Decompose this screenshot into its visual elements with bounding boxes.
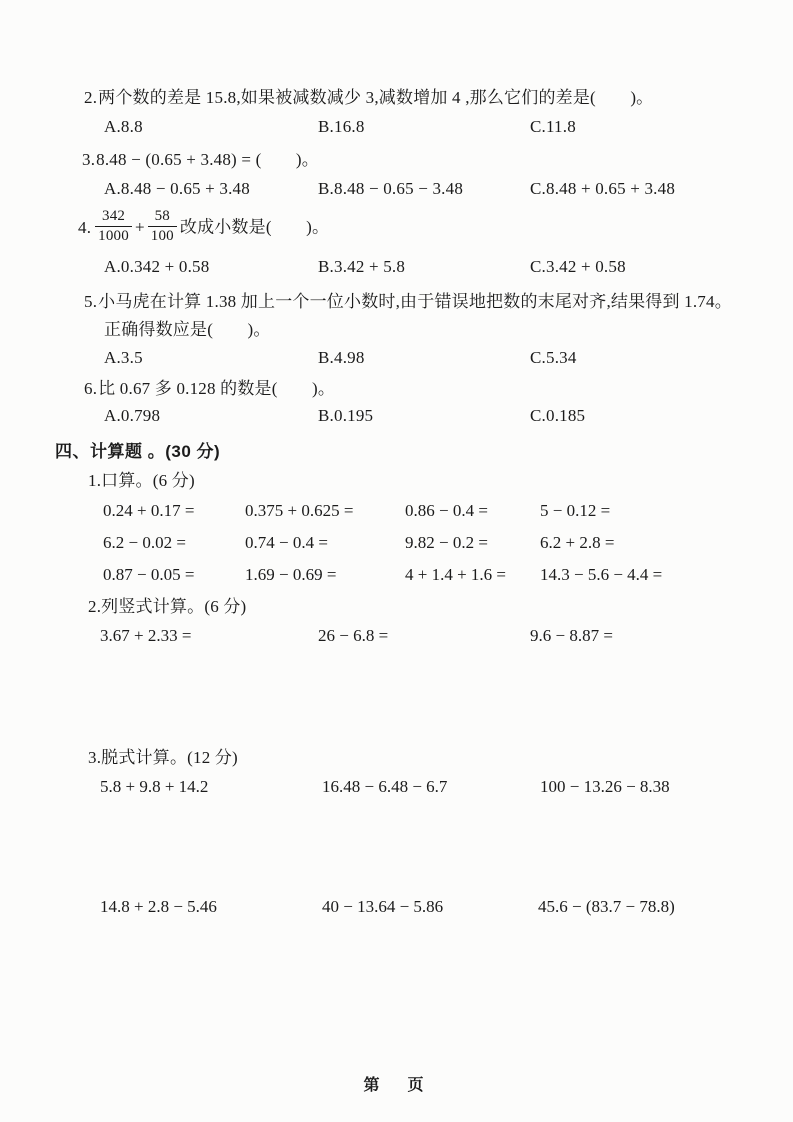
fraction-58-100 [148,208,177,246]
stepwise-calc-item: 45.6 − (83.7 − 78.8) [538,897,675,916]
oral-calc-item: 4 + 1.4 + 1.6 = [405,565,507,584]
vertical-calc-row [0,626,793,648]
oral-calc-item: 6.2 − 0.02 = [103,533,186,552]
stepwise-calc-row [0,777,793,799]
vertical-calc-item: 3.67 + 2.33 = [100,626,192,645]
question-number: 3. [82,150,96,169]
option-c: C.0.185 [530,406,586,425]
fraction-numerator: 58 [148,208,177,227]
question-body: 小马虎在计算 1.38 加上一个一位小数时,由于错误地把数的末尾对齐,结果得到 1.74。 [98,292,732,311]
option-c: C.11.8 [530,117,576,136]
question-3-text [82,149,319,170]
stepwise-calc-row [0,897,793,919]
question-body: 8.48 − (0.65 + 3.48) = ( )。 [96,150,319,169]
oral-calc-item: 5 − 0.12 = [540,501,611,520]
stepwise-calc-item: 40 − 13.64 − 5.86 [322,897,444,916]
question-body: 比 0.67 多 0.128 的数是( )。 [98,379,336,398]
option-a: A.0.798 [104,406,161,425]
option-b: B.4.98 [318,348,365,367]
oral-calc-item: 9.82 − 0.2 = [405,533,488,552]
question-number: 5. [84,292,98,311]
option-a: A.0.342 + 0.58 [104,257,210,276]
vertical-calc-title: 2.列竖式计算。(6 分) [88,597,247,616]
fraction-denominator: 100 [150,228,174,245]
option-b: B.8.48 − 0.65 − 3.48 [318,179,464,198]
oral-calc-row [0,501,793,523]
question-6-text [84,378,335,399]
stepwise-calc-title: 3.脱式计算。(12 分) [88,748,238,767]
oral-calc-row [0,565,793,587]
option-b: B.16.8 [318,117,365,136]
question-5-text-line1 [84,291,732,312]
oral-calc-item: 0.86 − 0.4 = [405,501,488,520]
option-c: C.8.48 + 0.65 + 3.48 [530,179,676,198]
oral-calc-item: 0.87 − 0.05 = [103,565,195,584]
question-5-options [0,348,793,370]
question-5-text-line2: 正确得数应是( )。 [104,320,271,339]
vertical-calc-item: 9.6 − 8.87 = [530,626,613,645]
oral-calc-item: 0.24 + 0.17 = [103,501,195,520]
oral-calc-item: 0.74 − 0.4 = [245,533,328,552]
oral-calc-item: 0.375 + 0.625 = [245,501,354,520]
option-c: C.3.42 + 0.58 [530,257,626,276]
option-b: B.3.42 + 5.8 [318,257,406,276]
stepwise-calc-item: 5.8 + 9.8 + 14.2 [100,777,209,796]
question-body: 改成小数是( )。 [179,217,330,237]
question-4-text [78,210,329,248]
question-2-text [84,87,653,108]
option-a: A.3.5 [104,348,143,367]
fraction-numerator: 342 [95,208,132,227]
oral-calc-title: 1.口算。(6 分) [88,471,195,490]
question-number: 2. [84,88,98,107]
question-body: 两个数的差是 15.8,如果被减数减少 3,减数增加 4 ,那么它们的差是( )。 [98,88,654,107]
question-3-options [0,179,793,201]
stepwise-calc-item: 16.48 − 6.48 − 6.7 [322,777,448,796]
oral-calc-item: 1.69 − 0.69 = [245,565,337,584]
oral-calc-item: 6.2 + 2.8 = [540,533,615,552]
question-2-options [0,117,793,139]
oral-calc-row [0,533,793,555]
stepwise-calc-item: 100 − 13.26 − 8.38 [540,777,670,796]
fraction-denominator: 1000 [98,228,129,245]
question-number: 4. [78,217,92,237]
option-c: C.5.34 [530,348,577,367]
question-6-options [0,406,793,428]
question-4-options [0,257,793,279]
question-number: 6. [84,379,98,398]
vertical-calc-item: 26 − 6.8 = [318,626,389,645]
oral-calc-item: 14.3 − 5.6 − 4.4 = [540,565,663,584]
option-a: A.8.8 [104,117,143,136]
page-footer: 第 页 [363,1077,430,1094]
option-b: B.0.195 [318,406,374,425]
option-a: A.8.48 − 0.65 + 3.48 [104,179,250,198]
section-4-header: 四、计算题 。(30 分) [55,442,221,461]
fraction-342-1000 [95,208,132,246]
stepwise-calc-item: 14.8 + 2.8 − 5.46 [100,897,217,916]
plus-sign: + [134,217,145,237]
